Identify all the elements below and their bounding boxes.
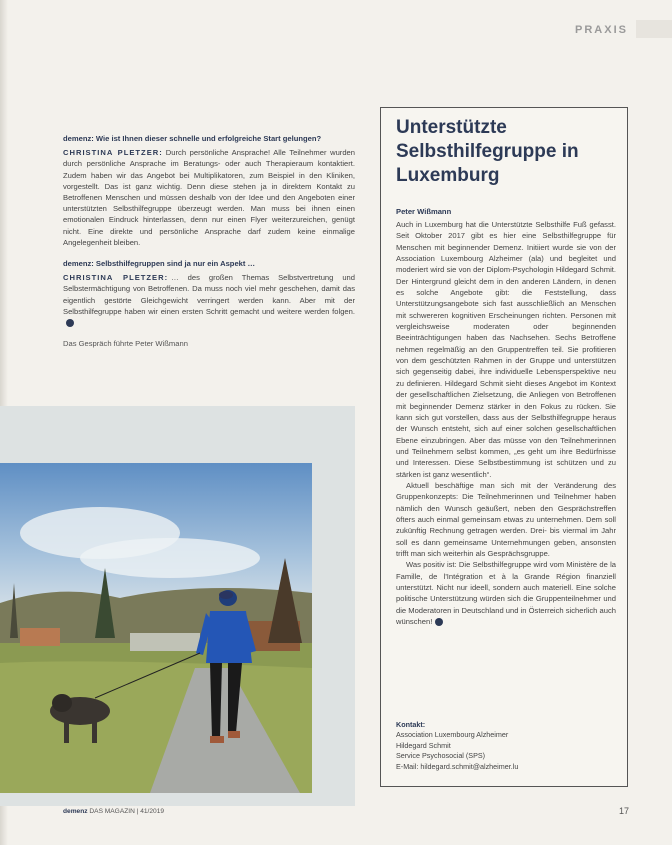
issue-label: DAS MAGAZIN | 41/2019 [89, 808, 165, 815]
end-mark-icon [66, 319, 74, 327]
answer-2-text: … des großen Themas Selbstvertretung und Selbstermächtigung von Betroffenen. Da muss noch viel mehr geschehen, damit das eigentlich gestörte Gleichgewicht verringert werden kann. Aber mit der Selbsthilfegruppe haben wir einen ersten Schritt gemacht und weitere werden folgen. [63, 273, 355, 316]
page-number: 17 [619, 806, 630, 816]
sidebar-paragraph: Auch in Luxemburg hat die Unterstützte Selbsthilfe Fuß gefasst. Seit Oktober 2017 gibt es hier eine Selbsthilfegruppe für Menschen mit beginnender Demenz. Initiiert wurde sie von der Association Luxembourg Alzheimer (ala) und begleitet und moderiert wird sie von der Diplom-Psychologin Hildegard Schmit. Der Hintergrund gleicht dem in den anderen Ländern, in denen es solche Angebote gibt: die Feststellung, dass Unterstützungsangebote sich fast ausschließlich an Menschen mit schwereren kognitiven Erscheinungen richten. Personen mit vergleichsweise moderaten oder beginnenden Beeinträchtigungen haben das Nachsehen. Sechs Betroffene nehmen regelmäßig an den Gruppentreffen teil. Sie profitieren von dem geschützten Rahmen in der Gruppe und unterstützen sich gegenseitig dabei, ihre individuelle Lebensperspektive neu zu definieren. Hildegard Schmit sieht dieses Angebot im Kontext der gesellschaftlichen Zielsetzung, die Anliegen von Betroffenen mit beginnender Demenz stärker in den Fokus zu rücken. Sie kann sich gut vorstellen, dass aus der Selbsthilfegruppe heraus der Wunsch entsteht, sich auf einer solchen gesellschaftlichen Ebene einzubringen. Aber das müsse von den Teilnehmerinnen und Teilnehmern selbst kommen, „es geht um ihre Bedürfnisse und Interessen. Diese Selbstbestimmung ist schützen und zu stärken ist ganz wesentlich“. [396, 220, 616, 479]
interview-credit: Das Gespräch führte Peter Wißmann [63, 339, 188, 349]
answer-2 [63, 272, 355, 328]
speaker-name: CHRISTINA PLETZER: [63, 273, 169, 283]
sidebar-paragraph: Aktuell beschäftige man sich mit der Veränderung des Gruppenkonzepts: Die Teilnehmerinnen und Teilnehmer haben nämlich den Wunsch geäußert, neben den Gesprächstreffen öfters auch einmal gemeinsam etwas zu unternehmen. Dem soll zukünftig Rechnung getragen werden. Drei- bis viermal im Jahr soll es dann gemeinsame Unternehmungen geben, ansonsten trifft man sich weiterhin als Gesprächsgruppe. [396, 480, 616, 558]
answer-1 [63, 147, 355, 248]
contact-line: Hildegard Schmit [396, 740, 451, 750]
footer-magazine [63, 808, 164, 815]
question-1: demenz: Wie ist Ihnen dieser schnelle und erfolgreiche Start gelungen? [63, 134, 322, 143]
speaker-name: CHRISTINA PLETZER: [63, 148, 163, 158]
sidebar-title: Unterstützte Selbsthilfegruppe in Luxemburg [396, 117, 579, 186]
contact-line: Association Luxembourg Alzheimer [396, 730, 509, 740]
magazine-name: demenz [63, 808, 88, 815]
section-label: PRAXIS [575, 24, 628, 36]
contact-line: Service Psychosocial (SPS) [396, 751, 486, 761]
sidebar-paragraph-text: Was positiv ist: Die Selbsthilfegruppe wird vom Ministère de la Famille, de l'Intégration et à la Grande Région finanziell unterstützt. Nicht nur ideell, sondern auch materiell. Eine solche politische Unterstützung würden sich die Gruppenteilnehmer und die Moderatoren in Deutschland und in Österreich sicherlich auch wünschen! [396, 560, 616, 627]
contact-label: Kontakt: [396, 720, 426, 729]
answer-1-text: Durch persönliche Ansprache! Alle Teilnehmer wurden durch persönliche Ansprache im Beratungs- oder auch Therapieraum kontaktiert. Zudem haben wir das Angebot bei Multiplikatoren, zum Beispiel in den Kliniken, vorgestellt. Das ist ganz wichtig. Denn diese stehen ja in direktem Kontakt zu Betroffenen Menschen und müssen deshalb von der Idee und den Angeboten einer unterstützten Selbsthilfegruppe überzeugt werden. Man muss bei ihnen einen emotionalen Eindruck hinterlassen, denn nur einen Flyer weiterzureichen, genügt nicht. Eine direkte und persönliche Ansprache darf zudem keine einmalige Angelegenheit bleiben. [63, 148, 355, 247]
interview-text [63, 133, 355, 349]
photo-woman-walking-dog [0, 463, 312, 793]
sidebar-paragraph-last [396, 559, 616, 627]
sidebar-body [396, 219, 616, 627]
end-mark-icon [435, 618, 443, 626]
section-tab [636, 20, 672, 38]
sidebar-author: Peter Wißmann [396, 207, 452, 216]
contact-email[interactable]: E-Mail: hildegard.schmit@alzheimer.lu [396, 761, 519, 771]
photo-illustration [0, 463, 312, 793]
question-2: demenz: Selbsthilfegruppen sind ja nur ein Aspekt … [63, 259, 256, 269]
sidebar-box [380, 107, 628, 787]
contact-block [396, 720, 616, 772]
